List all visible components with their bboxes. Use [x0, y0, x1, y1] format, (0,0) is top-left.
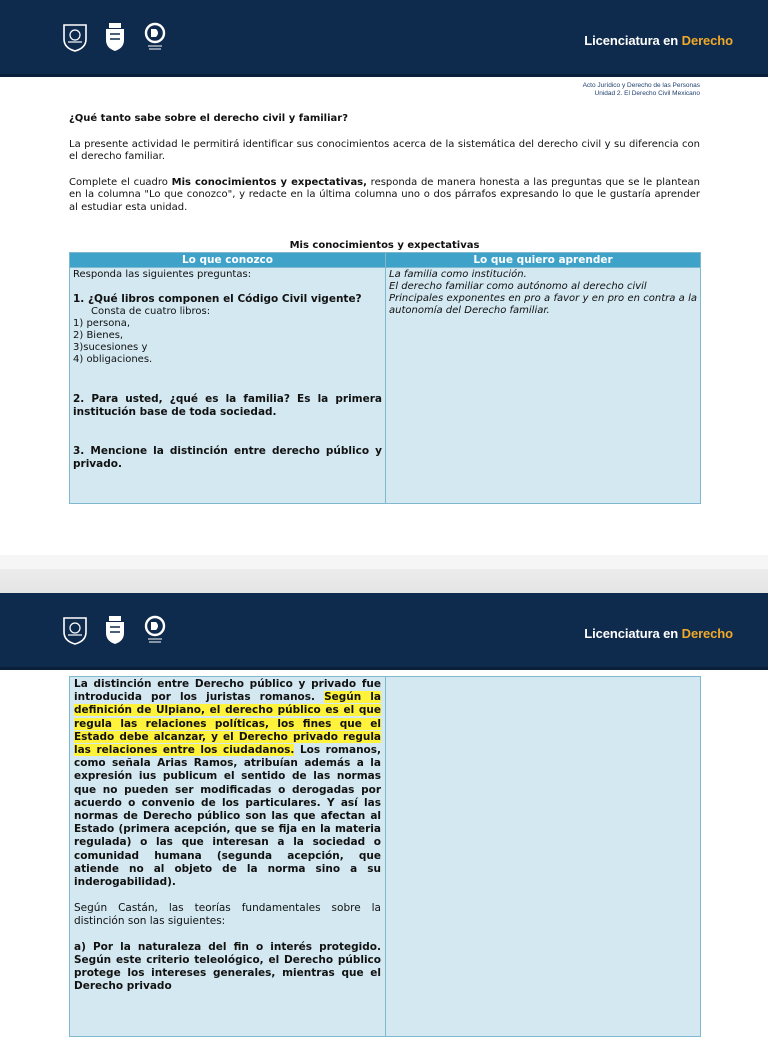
- highlighted-definition: Según la definición de Ulpiano, el derecho público es el que regula las relaciones políticas, los fines que el Estado debe alcanzar, y el Derecho privado regula las relaciones entre los ciudadanos.: [74, 691, 381, 757]
- faculty-shield-icon: [102, 615, 128, 645]
- theory-a: a) Por la naturaleza del fin o interés protegido. Según este criterio teleológico, el Derecho público protege los intereses generales, mientras que el Derecho privado: [74, 940, 381, 993]
- distinction-paragraph: [74, 678, 381, 889]
- learn-line-2: El derecho familiar como autónomo al derecho civil: [389, 281, 647, 292]
- unam-crest-icon: [62, 22, 88, 52]
- book-item-3: 3)sucesiones y: [73, 342, 148, 353]
- page-header: [0, 0, 768, 77]
- book-item-4: 4) obligaciones.: [73, 354, 153, 365]
- instructions-part-a: Complete el cuadro: [69, 176, 172, 188]
- program-title: [584, 33, 733, 48]
- column-header-learn: Lo que quiero aprender: [386, 253, 701, 268]
- learn-line-3: Principales exponentes en pro a favor y en pro en contra a la autonomía del Derecho familiar.: [389, 293, 697, 316]
- known-cell-continued[interactable]: [70, 677, 386, 1037]
- logo-group: [62, 22, 168, 52]
- castan-intro: Según Castán, las teorías fundamentales sobre la distinción son las siguientes:: [74, 902, 381, 928]
- faculty-shield-icon: [102, 22, 128, 52]
- knowledge-table-continued: [69, 676, 701, 1037]
- page1-content: [69, 113, 700, 504]
- activity-title: ¿Qué tanto sabe sobre el derecho civil y familiar?: [69, 113, 348, 124]
- unit-name: Unidad 2. El Derecho Civil Mexicano: [594, 90, 700, 97]
- program-prefix-2: Licenciatura en: [584, 626, 682, 641]
- program-prefix: Licenciatura en: [584, 33, 682, 48]
- page2-header: [0, 593, 768, 670]
- distinction-intro: La distinción entre Derecho público y privado fue introducida por los juristas romanos.: [74, 678, 381, 704]
- activity-instructions: [69, 177, 700, 215]
- learn-cell-continued[interactable]: [386, 677, 701, 1037]
- cuaed-logo-icon: [142, 615, 168, 645]
- learn-cell[interactable]: [386, 268, 701, 504]
- course-name: Acto Jurídico y Derecho de las Personas: [582, 82, 700, 89]
- distinction-rest: Los romanos, como señala Arias Ramos, atribuían además a la expresión ius publicum el sentido de las normas que no pueden ser modificadas o derogadas por acuerdo o convenio de los particulares. Y así las normas de Derecho público son las que afectan al Estado (primera acepción, que se fija en la materia regulada) o las que interesan a la sociedad o comunidad humana (segunda acepción, que atiende no al objeto de la norma sino a su inderogabilidad).: [74, 744, 381, 889]
- answer-1-intro: Consta de cuatro libros:: [91, 306, 211, 317]
- book-item-2: 2) Bienes,: [73, 330, 124, 341]
- unam-crest-icon: [62, 615, 88, 645]
- instructions-part-b: responda de manera honesta a las preguntas que se le plantean en la columna "Lo que conozco", y redacte en la última columna uno o dos párrafos expresando lo que le gustaría aprender al estudiar esta unidad.: [69, 176, 701, 213]
- activity-intro: La presente actividad le permitirá identificar sus conocimientos acerca de la sistemática del derecho civil y su diferencia con el derecho familiar.: [69, 138, 700, 162]
- learn-line-1: La familia como institución.: [389, 269, 527, 280]
- known-cell[interactable]: [70, 268, 386, 504]
- page2-content: [69, 676, 700, 1037]
- question-1: 1. ¿Qué libros componen el Código Civil vigente?: [73, 293, 362, 305]
- page-separator: [0, 555, 768, 593]
- cuaed-logo-icon: [142, 22, 168, 52]
- program-accent: Derecho: [681, 33, 733, 48]
- question-2: 2. Para usted, ¿qué es la familia? Es la primera institución base de toda sociedad.: [73, 393, 382, 418]
- program-title-2: [584, 626, 733, 641]
- logo-group-2: [62, 615, 168, 645]
- column-header-known: Lo que conozco: [70, 253, 386, 268]
- question-3: 3. Mencione la distinción entre derecho público y privado.: [73, 445, 382, 470]
- course-metadata: [583, 82, 700, 98]
- program-accent-2: Derecho: [681, 626, 733, 641]
- table-caption: Mis conocimientos y expectativas: [289, 240, 480, 251]
- questions-prompt: Responda las siguientes preguntas:: [73, 269, 252, 280]
- knowledge-table: [69, 252, 701, 504]
- book-item-1: 1) persona,: [73, 318, 131, 329]
- instructions-bold: Mis conocimientos y expectativas,: [171, 176, 367, 188]
